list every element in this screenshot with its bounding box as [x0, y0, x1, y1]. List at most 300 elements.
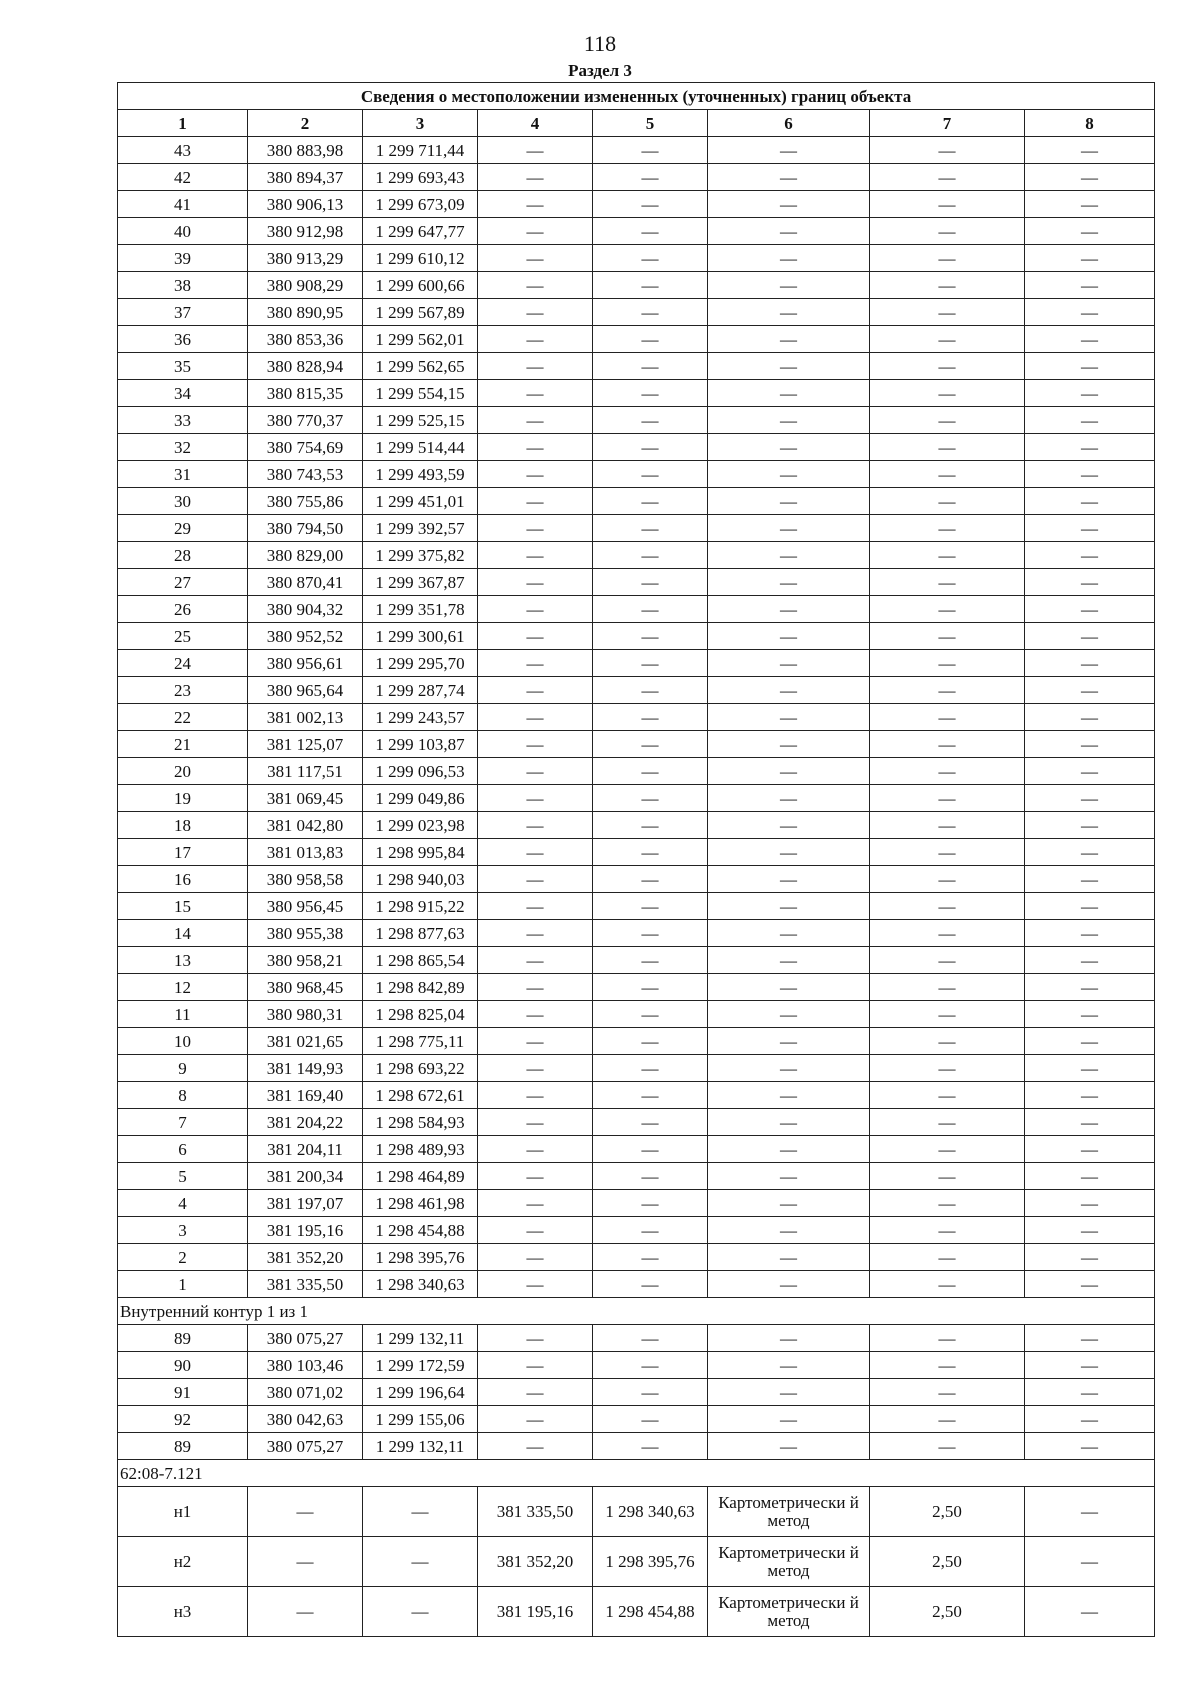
table-row — [118, 1537, 1155, 1587]
dash-cell: — — [478, 1001, 593, 1028]
dash-cell: — — [870, 569, 1025, 596]
dash-cell: — — [1025, 1587, 1155, 1637]
dash-cell: — — [1025, 1082, 1155, 1109]
dash-cell: — — [478, 596, 593, 623]
dash-cell: — — [1025, 1163, 1155, 1190]
coord-y-cell: 1 298 672,61 — [363, 1082, 478, 1109]
dash-cell: — — [478, 1352, 593, 1379]
table-row — [118, 785, 1155, 812]
dash-cell: — — [870, 164, 1025, 191]
dash-cell: — — [708, 191, 870, 218]
dash-cell: — — [478, 785, 593, 812]
dash-cell: — — [1025, 596, 1155, 623]
dash-cell: — — [1025, 1537, 1155, 1587]
boundary-coordinates-table — [117, 82, 1155, 1637]
coord-y-cell: 1 299 610,12 — [363, 245, 478, 272]
point-number-cell: 13 — [118, 947, 248, 974]
coord-y-cell: 1 299 693,43 — [363, 164, 478, 191]
coord-y-cell: 1 298 489,93 — [363, 1136, 478, 1163]
dash-cell: — — [870, 515, 1025, 542]
dash-cell: — — [870, 866, 1025, 893]
inner-contour-label: Внутренний контур 1 из 1 — [118, 1298, 1155, 1325]
coord-x-cell: 381 204,22 — [248, 1109, 363, 1136]
coord-x-cell: 380 828,94 — [248, 353, 363, 380]
table-row — [118, 164, 1155, 191]
dash-cell: — — [708, 677, 870, 704]
point-number-cell: 2 — [118, 1244, 248, 1271]
table-row — [118, 1028, 1155, 1055]
dash-cell: — — [1025, 704, 1155, 731]
point-number-cell: н1 — [118, 1487, 248, 1537]
coord-y-cell: 1 299 673,09 — [363, 191, 478, 218]
dash-cell: — — [478, 1433, 593, 1460]
table-row — [118, 245, 1155, 272]
dash-cell: — — [593, 1271, 708, 1298]
dash-cell: — — [708, 299, 870, 326]
coord-x-cell: 381 013,83 — [248, 839, 363, 866]
table-row — [118, 218, 1155, 245]
table-row — [118, 515, 1155, 542]
dash-cell: — — [708, 272, 870, 299]
dash-cell: — — [593, 515, 708, 542]
dash-cell: — — [1025, 1325, 1155, 1352]
dash-cell: — — [478, 434, 593, 461]
dash-cell: — — [870, 272, 1025, 299]
dash-cell: — — [593, 191, 708, 218]
dash-cell: — — [478, 1082, 593, 1109]
point-number-cell: 3 — [118, 1217, 248, 1244]
coord-x-cell: 380 894,37 — [248, 164, 363, 191]
dash-cell: — — [870, 731, 1025, 758]
dash-cell: — — [870, 1136, 1025, 1163]
table-row — [118, 299, 1155, 326]
dash-cell: — — [478, 731, 593, 758]
dash-cell: — — [478, 677, 593, 704]
dash-cell: — — [478, 137, 593, 164]
table-row — [118, 623, 1155, 650]
dash-cell: — — [478, 650, 593, 677]
dash-cell: — — [478, 488, 593, 515]
dash-cell: — — [593, 758, 708, 785]
coord-x-cell: 380 743,53 — [248, 461, 363, 488]
dash-cell: — — [708, 1136, 870, 1163]
point-number-cell: 17 — [118, 839, 248, 866]
column-header: 3 — [363, 110, 478, 137]
coord-y-cell: 1 299 493,59 — [363, 461, 478, 488]
dash-cell: — — [1025, 839, 1155, 866]
dash-cell: — — [593, 812, 708, 839]
dash-cell: — — [1025, 731, 1155, 758]
dash-cell: — — [708, 1406, 870, 1433]
coord-x-cell: 380 968,45 — [248, 974, 363, 1001]
dash-cell: — — [708, 596, 870, 623]
coord-x-cell: 380 956,45 — [248, 893, 363, 920]
dash-cell: — — [1025, 299, 1155, 326]
coord-x-cell: 380 870,41 — [248, 569, 363, 596]
dash-cell: — — [593, 542, 708, 569]
dash-cell: — — [248, 1487, 363, 1537]
dash-cell: — — [708, 1190, 870, 1217]
coord-y-cell: 1 299 525,15 — [363, 407, 478, 434]
coord-x-cell: 380 912,98 — [248, 218, 363, 245]
column-header-row — [118, 110, 1155, 137]
coord-x-cell: 380 829,00 — [248, 542, 363, 569]
dash-cell: — — [870, 1109, 1025, 1136]
method-cell: Картометрически й метод — [708, 1587, 870, 1637]
coord-x-cell: 380 913,29 — [248, 245, 363, 272]
dash-cell: — — [870, 758, 1025, 785]
dash-cell: — — [708, 434, 870, 461]
dash-cell: — — [1025, 1136, 1155, 1163]
method-cell: Картометрически й метод — [708, 1487, 870, 1537]
table-row — [118, 1406, 1155, 1433]
point-number-cell: 23 — [118, 677, 248, 704]
column-header: 8 — [1025, 110, 1155, 137]
dash-cell: — — [708, 1001, 870, 1028]
dash-cell: — — [593, 974, 708, 1001]
coord-x-cell: 380 952,52 — [248, 623, 363, 650]
table-row — [118, 569, 1155, 596]
point-number-cell: 24 — [118, 650, 248, 677]
dash-cell: — — [363, 1537, 478, 1587]
dash-cell: — — [593, 731, 708, 758]
dash-cell: — — [593, 245, 708, 272]
point-number-cell: 43 — [118, 137, 248, 164]
dash-cell: — — [708, 1217, 870, 1244]
coord-x-cell: 380 958,58 — [248, 866, 363, 893]
coord-y-cell: 1 298 775,11 — [363, 1028, 478, 1055]
dash-cell: — — [870, 380, 1025, 407]
table-row — [118, 596, 1155, 623]
coord-x-cell: 380 754,69 — [248, 434, 363, 461]
accuracy-cell: 2,50 — [870, 1537, 1025, 1587]
table-row — [118, 1136, 1155, 1163]
dash-cell: — — [870, 1271, 1025, 1298]
dash-cell: — — [708, 650, 870, 677]
dash-cell: — — [478, 218, 593, 245]
table-row — [118, 1163, 1155, 1190]
dash-cell: — — [708, 1109, 870, 1136]
table-row — [118, 137, 1155, 164]
point-number-cell: 39 — [118, 245, 248, 272]
dash-cell: — — [478, 920, 593, 947]
dash-cell: — — [593, 1352, 708, 1379]
dash-cell: — — [478, 758, 593, 785]
dash-cell: — — [870, 461, 1025, 488]
dash-cell: — — [593, 1082, 708, 1109]
dash-cell: — — [1025, 407, 1155, 434]
dash-cell: — — [593, 1001, 708, 1028]
dash-cell: — — [1025, 326, 1155, 353]
inner-contour-label-row — [118, 1298, 1155, 1325]
dash-cell: — — [708, 947, 870, 974]
dash-cell: — — [478, 380, 593, 407]
point-number-cell: 21 — [118, 731, 248, 758]
coord-x-cell: 381 002,13 — [248, 704, 363, 731]
dash-cell: — — [478, 974, 593, 1001]
coord-x-cell: 381 195,16 — [248, 1217, 363, 1244]
dash-cell: — — [1025, 893, 1155, 920]
table-row — [118, 1190, 1155, 1217]
column-header: 1 — [118, 110, 248, 137]
dash-cell: — — [870, 191, 1025, 218]
column-header: 4 — [478, 110, 593, 137]
dash-cell: — — [593, 137, 708, 164]
dash-cell: — — [708, 488, 870, 515]
dash-cell: — — [478, 407, 593, 434]
point-number-cell: 6 — [118, 1136, 248, 1163]
table-row — [118, 1352, 1155, 1379]
point-number-cell: 5 — [118, 1163, 248, 1190]
coord-x-cell: 380 965,64 — [248, 677, 363, 704]
dash-cell: — — [593, 461, 708, 488]
dash-cell: — — [1025, 1109, 1155, 1136]
coord-y-cell: 1 298 340,63 — [363, 1271, 478, 1298]
page-number: 118 — [583, 31, 617, 56]
dash-cell: — — [870, 1028, 1025, 1055]
dash-cell: — — [708, 704, 870, 731]
table-row — [118, 1082, 1155, 1109]
table-row — [118, 1055, 1155, 1082]
dash-cell: — — [1025, 1352, 1155, 1379]
dash-cell: — — [593, 353, 708, 380]
dash-cell: — — [870, 245, 1025, 272]
table-row — [118, 1217, 1155, 1244]
table-row — [118, 1109, 1155, 1136]
dash-cell: — — [593, 866, 708, 893]
table-row — [118, 272, 1155, 299]
coord-y-cell: 1 298 461,98 — [363, 1190, 478, 1217]
dash-cell: — — [870, 893, 1025, 920]
coord-y-cell: 1 298 865,54 — [363, 947, 478, 974]
dash-cell: — — [478, 1406, 593, 1433]
coord-x-cell: 381 204,11 — [248, 1136, 363, 1163]
coord-x-cell: 381 169,40 — [248, 1082, 363, 1109]
dash-cell: — — [708, 1082, 870, 1109]
dash-cell: — — [1025, 1433, 1155, 1460]
coord-y-cell: 1 298 584,93 — [363, 1109, 478, 1136]
dash-cell: — — [1025, 650, 1155, 677]
table-row — [118, 650, 1155, 677]
table-row — [118, 947, 1155, 974]
coord-y-cell: 1 299 562,01 — [363, 326, 478, 353]
dash-cell: — — [870, 326, 1025, 353]
dash-cell: — — [593, 164, 708, 191]
dash-cell: — — [478, 1325, 593, 1352]
dash-cell: — — [870, 1352, 1025, 1379]
dash-cell: — — [870, 1001, 1025, 1028]
dash-cell: — — [593, 623, 708, 650]
coord-y-cell: 1 298 340,63 — [593, 1487, 708, 1537]
table-row — [118, 839, 1155, 866]
coord-x-cell: 380 890,95 — [248, 299, 363, 326]
dash-cell: — — [478, 353, 593, 380]
dash-cell: — — [708, 1379, 870, 1406]
coord-x-cell: 380 956,61 — [248, 650, 363, 677]
point-number-cell: 40 — [118, 218, 248, 245]
dash-cell: — — [870, 137, 1025, 164]
point-number-cell: 89 — [118, 1325, 248, 1352]
dash-cell: — — [478, 1136, 593, 1163]
section-title: Раздел 3 — [568, 61, 632, 80]
dash-cell: — — [478, 812, 593, 839]
table-row — [118, 704, 1155, 731]
column-header: 5 — [593, 110, 708, 137]
dash-cell: — — [478, 947, 593, 974]
coord-y-cell: 1 299 155,06 — [363, 1406, 478, 1433]
coord-y-cell: 1 298 915,22 — [363, 893, 478, 920]
column-header: 7 — [870, 110, 1025, 137]
dash-cell: — — [478, 1217, 593, 1244]
table-row — [118, 1244, 1155, 1271]
coord-y-cell: 1 299 367,87 — [363, 569, 478, 596]
table-row — [118, 812, 1155, 839]
dash-cell: — — [708, 893, 870, 920]
dash-cell: — — [870, 1055, 1025, 1082]
table-row — [118, 407, 1155, 434]
dash-cell: — — [1025, 1271, 1155, 1298]
dash-cell: — — [870, 974, 1025, 1001]
dash-cell: — — [593, 1379, 708, 1406]
dash-cell: — — [708, 407, 870, 434]
dash-cell: — — [708, 866, 870, 893]
dash-cell: — — [593, 1136, 708, 1163]
dash-cell: — — [1025, 758, 1155, 785]
dash-cell: — — [1025, 245, 1155, 272]
accuracy-cell: 2,50 — [870, 1587, 1025, 1637]
point-number-cell: 90 — [118, 1352, 248, 1379]
point-number-cell: 8 — [118, 1082, 248, 1109]
dash-cell: — — [708, 461, 870, 488]
coord-x-cell: 380 815,35 — [248, 380, 363, 407]
dash-cell: — — [478, 245, 593, 272]
dash-cell: — — [1025, 623, 1155, 650]
table-title: Сведения о местоположении измененных (уточненных) границ объекта — [118, 83, 1155, 110]
table-row — [118, 758, 1155, 785]
coord-x-cell: 380 883,98 — [248, 137, 363, 164]
dash-cell: — — [1025, 191, 1155, 218]
table-row — [118, 893, 1155, 920]
table-row — [118, 974, 1155, 1001]
dash-cell: — — [1025, 785, 1155, 812]
dash-cell: — — [870, 650, 1025, 677]
point-number-cell: 26 — [118, 596, 248, 623]
coord-x-cell: 380 103,46 — [248, 1352, 363, 1379]
coord-y-cell: 1 299 600,66 — [363, 272, 478, 299]
coord-x-cell: 381 335,50 — [478, 1487, 593, 1537]
dash-cell: — — [593, 1217, 708, 1244]
point-number-cell: 37 — [118, 299, 248, 326]
dash-cell: — — [708, 353, 870, 380]
coord-y-cell: 1 299 375,82 — [363, 542, 478, 569]
coord-y-cell: 1 299 049,86 — [363, 785, 478, 812]
method-cell: Картометрически й метод — [708, 1537, 870, 1587]
table-row — [118, 920, 1155, 947]
dash-cell: — — [870, 1433, 1025, 1460]
dash-cell: — — [708, 1028, 870, 1055]
dash-cell: — — [870, 704, 1025, 731]
dash-cell: — — [478, 461, 593, 488]
coord-y-cell: 1 299 351,78 — [363, 596, 478, 623]
dash-cell: — — [593, 596, 708, 623]
coord-x-cell: 380 980,31 — [248, 1001, 363, 1028]
parcel-label: 62:08-7.121 — [118, 1460, 1155, 1487]
dash-cell: — — [363, 1587, 478, 1637]
dash-cell: — — [478, 326, 593, 353]
point-number-cell: 38 — [118, 272, 248, 299]
point-number-cell: 25 — [118, 623, 248, 650]
dash-cell: — — [708, 839, 870, 866]
table-row — [118, 1433, 1155, 1460]
coord-x-cell: 381 352,20 — [248, 1244, 363, 1271]
dash-cell: — — [1025, 137, 1155, 164]
dash-cell: — — [593, 1163, 708, 1190]
coord-x-cell: 380 075,27 — [248, 1433, 363, 1460]
dash-cell: — — [478, 623, 593, 650]
coord-y-cell: 1 298 842,89 — [363, 974, 478, 1001]
coord-x-cell: 380 075,27 — [248, 1325, 363, 1352]
point-number-cell: 15 — [118, 893, 248, 920]
point-number-cell: н2 — [118, 1537, 248, 1587]
dash-cell: — — [593, 947, 708, 974]
coord-y-cell: 1 298 995,84 — [363, 839, 478, 866]
dash-cell: — — [870, 353, 1025, 380]
dash-cell: — — [708, 245, 870, 272]
table-row — [118, 353, 1155, 380]
dash-cell: — — [1025, 947, 1155, 974]
dash-cell: — — [1025, 380, 1155, 407]
dash-cell: — — [593, 326, 708, 353]
dash-cell: — — [593, 1190, 708, 1217]
dash-cell: — — [593, 650, 708, 677]
point-number-cell: 14 — [118, 920, 248, 947]
dash-cell: — — [1025, 434, 1155, 461]
dash-cell: — — [593, 1433, 708, 1460]
dash-cell: — — [708, 731, 870, 758]
point-number-cell: 30 — [118, 488, 248, 515]
dash-cell: — — [1025, 353, 1155, 380]
table-row — [118, 1379, 1155, 1406]
dash-cell: — — [478, 515, 593, 542]
point-number-cell: 92 — [118, 1406, 248, 1433]
dash-cell: — — [478, 1379, 593, 1406]
dash-cell: — — [1025, 1406, 1155, 1433]
dash-cell: — — [478, 1028, 593, 1055]
dash-cell: — — [593, 785, 708, 812]
dash-cell: — — [1025, 920, 1155, 947]
point-number-cell: 16 — [118, 866, 248, 893]
dash-cell: — — [708, 515, 870, 542]
dash-cell: — — [870, 299, 1025, 326]
dash-cell: — — [870, 785, 1025, 812]
table-row — [118, 542, 1155, 569]
dash-cell: — — [870, 947, 1025, 974]
coord-x-cell: 380 904,32 — [248, 596, 363, 623]
point-number-cell: 35 — [118, 353, 248, 380]
coord-x-cell: 380 042,63 — [248, 1406, 363, 1433]
table-row — [118, 191, 1155, 218]
dash-cell: — — [1025, 1190, 1155, 1217]
dash-cell: — — [593, 1406, 708, 1433]
coord-x-cell: 381 200,34 — [248, 1163, 363, 1190]
coord-y-cell: 1 299 096,53 — [363, 758, 478, 785]
dash-cell: — — [593, 299, 708, 326]
coord-y-cell: 1 299 300,61 — [363, 623, 478, 650]
dash-cell: — — [593, 488, 708, 515]
point-number-cell: 9 — [118, 1055, 248, 1082]
table-row — [118, 1587, 1155, 1637]
coord-y-cell: 1 298 454,88 — [363, 1217, 478, 1244]
